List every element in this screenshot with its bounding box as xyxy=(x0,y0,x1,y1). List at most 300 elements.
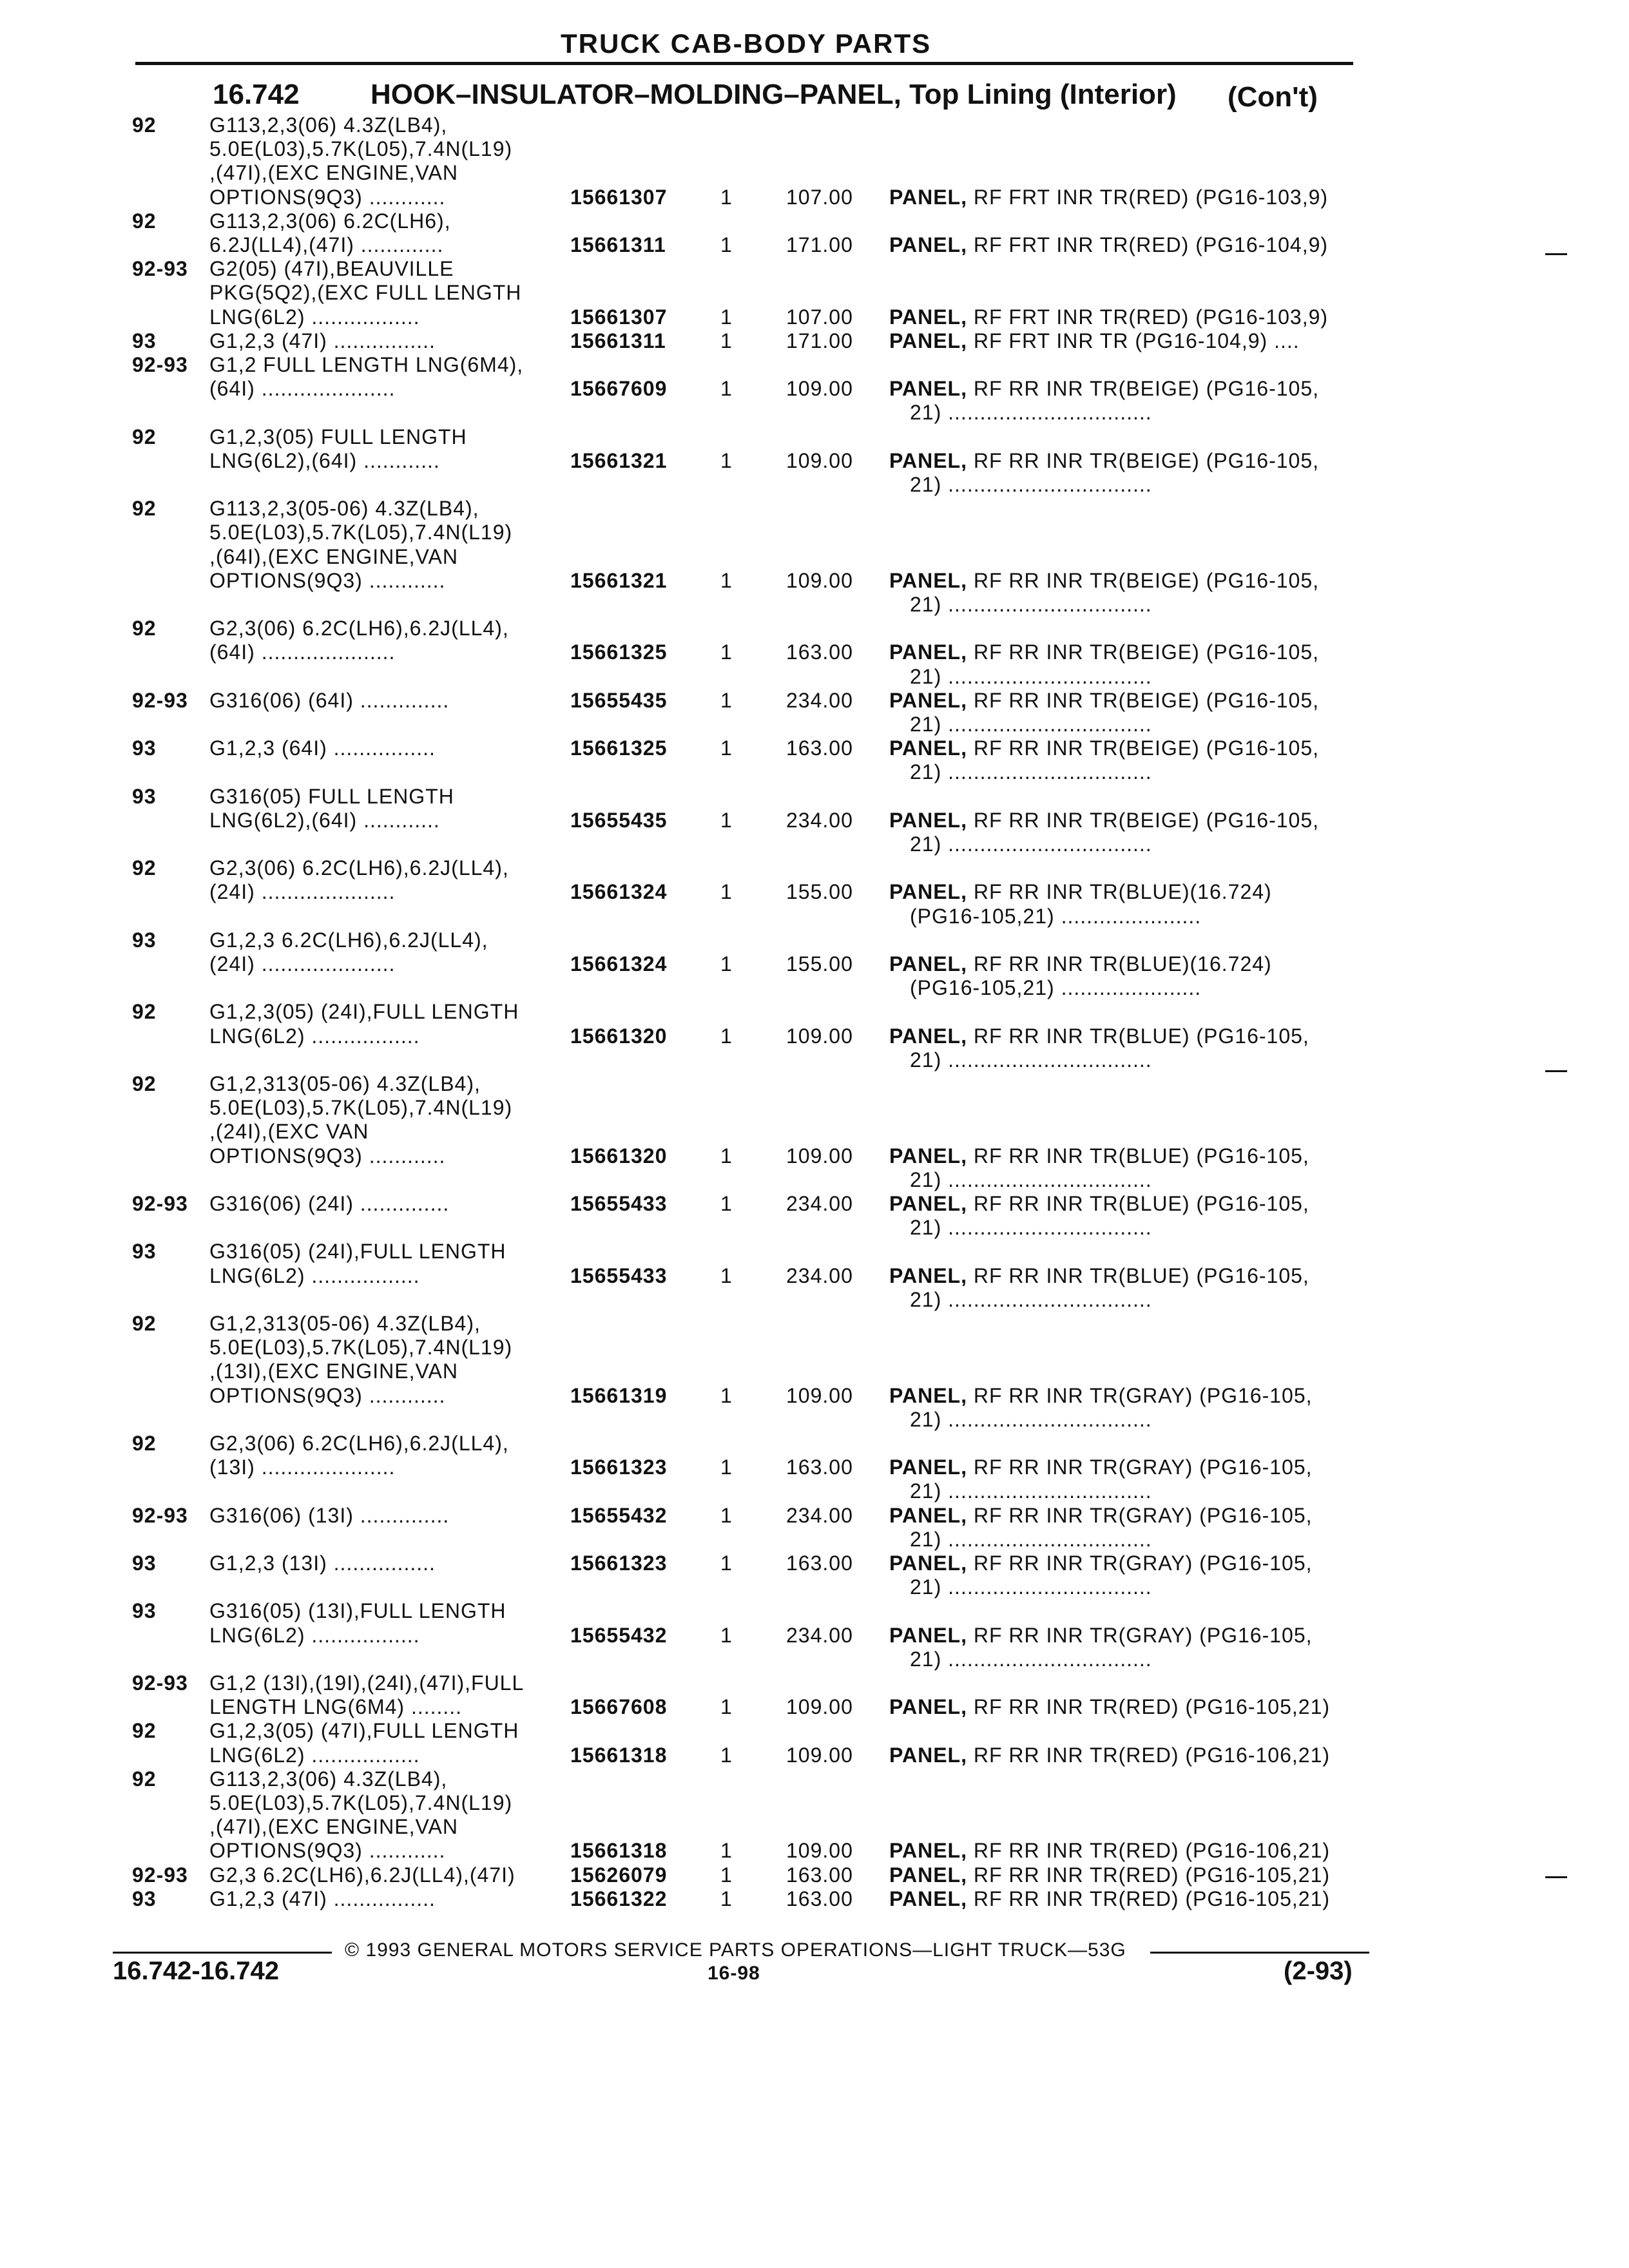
section-title: HOOK–INSULATOR–MOLDING–PANEL, Top Lining (Interior) xyxy=(371,79,1177,110)
parts-line xyxy=(0,569,1629,593)
parts-line xyxy=(0,1695,1629,1720)
line-description xyxy=(889,1863,1330,1887)
parts-line xyxy=(0,473,1629,497)
line-quantity: 1 xyxy=(720,1887,733,1910)
line-quantity: 1 xyxy=(720,880,733,903)
line-year: 93 xyxy=(132,1552,157,1575)
line-part-number: 15655435 xyxy=(570,689,668,712)
line-description xyxy=(889,952,1272,976)
parts-line xyxy=(0,497,1629,521)
line-description-text: 21) ................................ xyxy=(910,473,1152,496)
parts-line xyxy=(0,1288,1629,1312)
line-year: 93 xyxy=(132,928,157,952)
line-part-number: 15661323 xyxy=(570,1552,668,1575)
line-application: 5.0E(L03),5.7K(L05),7.4N(L19) xyxy=(209,1791,513,1814)
line-part-number: 15661325 xyxy=(570,640,668,664)
line-description-text: RF RR INR TR(BEIGE) (PG16-105, xyxy=(967,449,1320,472)
line-description-text: (PG16-105,21) ...................... xyxy=(910,905,1202,928)
parts-line xyxy=(0,521,1629,545)
parts-line xyxy=(0,1671,1629,1696)
line-application: G316(06) (64I) .............. xyxy=(209,689,450,712)
line-description-text: RF FRT INR TR(RED) (PG16-103,9) xyxy=(967,186,1329,209)
line-year: 93 xyxy=(132,1599,157,1622)
parts-line xyxy=(0,1192,1629,1216)
line-part-number: 15661320 xyxy=(570,1144,668,1168)
parts-line xyxy=(0,113,1629,138)
line-part-number: 15661311 xyxy=(570,233,666,256)
line-price: 155.00 xyxy=(786,880,853,903)
line-description-noun: PANEL, xyxy=(889,880,967,903)
parts-line xyxy=(0,736,1629,761)
line-application: G113,2,3(06) 4.3Z(LB4), xyxy=(209,1767,448,1791)
line-application: G113,2,3(06) 4.3Z(LB4), xyxy=(209,113,448,137)
line-description xyxy=(889,1695,1330,1719)
line-description-text: RF RR INR TR(RED) (PG16-105,21) xyxy=(967,1863,1331,1887)
line-quantity: 1 xyxy=(720,1863,733,1887)
line-price: 234.00 xyxy=(786,1192,853,1215)
line-part-number: 15655435 xyxy=(570,809,668,832)
line-quantity: 1 xyxy=(720,1552,733,1575)
line-application: G316(06) (13I) .............. xyxy=(209,1504,450,1527)
line-year: 93 xyxy=(132,329,157,352)
line-description-noun: PANEL, xyxy=(889,449,967,472)
line-description xyxy=(910,976,1201,1000)
line-part-number: 15661307 xyxy=(570,305,668,329)
line-description-noun: PANEL, xyxy=(889,1024,967,1048)
line-quantity: 1 xyxy=(720,1744,733,1767)
line-price: 163.00 xyxy=(786,1456,853,1479)
parts-line xyxy=(0,1648,1629,1672)
line-application: (24I) ..................... xyxy=(209,952,396,975)
footer-rule-left xyxy=(113,1952,332,1954)
section-number: 16.742 xyxy=(213,79,300,110)
line-application: G1,2,3(05) (47I),FULL LENGTH xyxy=(209,1719,519,1742)
line-description-text: RF RR INR TR(GRAY) (PG16-105, xyxy=(967,1504,1313,1527)
parts-line xyxy=(0,1456,1629,1480)
line-description-text: RF RR INR TR(BLUE) (PG16-105, xyxy=(967,1192,1309,1215)
line-application: G1,2,3 (64I) ................ xyxy=(209,736,436,760)
line-description-text: RF RR INR TR(RED) (PG16-105,21) xyxy=(967,1887,1331,1910)
parts-line xyxy=(0,1072,1629,1097)
parts-line xyxy=(0,1719,1629,1744)
line-description xyxy=(889,1192,1309,1216)
line-application: LNG(6L2) ................. xyxy=(209,1744,420,1767)
line-description-noun: PANEL, xyxy=(889,1264,967,1287)
line-description xyxy=(910,905,1201,928)
line-year: 92 xyxy=(132,1312,157,1335)
line-price: 109.00 xyxy=(786,1384,853,1407)
parts-line xyxy=(0,976,1629,1001)
parts-line xyxy=(0,785,1629,809)
line-description-text: 21) ................................ xyxy=(910,832,1152,856)
line-description-text: RF RR INR TR(RED) (PG16-105,21) xyxy=(967,1695,1331,1718)
line-quantity: 1 xyxy=(720,377,733,400)
line-price: 234.00 xyxy=(786,1264,853,1287)
line-application: 5.0E(L03),5.7K(L05),7.4N(L19) xyxy=(209,1096,513,1119)
line-description-noun: PANEL, xyxy=(889,305,967,329)
line-description xyxy=(910,760,1152,784)
line-year: 92-93 xyxy=(132,1671,188,1695)
line-application: G1,2,3(05) (24I),FULL LENGTH xyxy=(209,1000,519,1023)
header-rule xyxy=(135,62,1353,65)
margin-tick xyxy=(1545,253,1567,255)
line-description-text: RF RR INR TR(GRAY) (PG16-105, xyxy=(967,1624,1313,1647)
line-quantity: 1 xyxy=(720,329,733,352)
parts-line xyxy=(0,1575,1629,1600)
line-application: LNG(6L2) ................. xyxy=(209,1264,420,1287)
footer-copyright: © 1993 GENERAL MOTORS SERVICE PARTS OPERATIONS—LIGHT TRUCK—53G xyxy=(345,1939,1126,1961)
line-part-number: 15626079 xyxy=(570,1863,668,1887)
line-application: G1,2,3 (47I) ................ xyxy=(209,329,436,352)
line-description-text: 21) ................................ xyxy=(910,1528,1152,1551)
line-part-number: 15661307 xyxy=(570,186,668,209)
parts-line xyxy=(0,880,1629,905)
line-application: G2,3(06) 6.2C(LH6),6.2J(LL4), xyxy=(209,617,509,640)
line-quantity: 1 xyxy=(720,1839,733,1862)
line-part-number: 15661320 xyxy=(570,1024,668,1048)
line-application: G1,2,3 6.2C(LH6),6.2J(LL4), xyxy=(209,928,488,952)
line-year: 92-93 xyxy=(132,689,188,712)
line-application: (64I) ..................... xyxy=(209,640,396,664)
line-description-text: RF RR INR TR(BLUE) (PG16-105, xyxy=(967,1264,1309,1287)
line-application: G316(05) (13I),FULL LENGTH xyxy=(209,1599,506,1622)
line-application: G316(05) FULL LENGTH xyxy=(209,785,454,808)
line-price: 163.00 xyxy=(786,1863,853,1887)
line-price: 107.00 xyxy=(786,305,853,329)
line-application: G1,2,3 (13I) ................ xyxy=(209,1552,436,1575)
parts-line xyxy=(0,1216,1629,1240)
line-part-number: 15661324 xyxy=(570,880,668,903)
line-application: 5.0E(L03),5.7K(L05),7.4N(L19) xyxy=(209,137,513,160)
line-application: (13I) ..................... xyxy=(209,1456,396,1479)
parts-line xyxy=(0,545,1629,570)
line-description-text: 21) ................................ xyxy=(910,760,1152,783)
line-part-number: 15661322 xyxy=(570,1887,668,1910)
line-application: ,(64I),(EXC ENGINE,VAN xyxy=(209,545,458,568)
line-description-noun: PANEL, xyxy=(889,736,967,760)
parts-line xyxy=(0,856,1629,881)
parts-line xyxy=(0,1599,1629,1624)
line-description-text: 21) ................................ xyxy=(910,1575,1152,1599)
parts-line xyxy=(0,1528,1629,1552)
parts-line xyxy=(0,1767,1629,1792)
line-part-number: 15661325 xyxy=(570,736,668,760)
footer-rule-right xyxy=(1150,1952,1369,1954)
line-description-noun: PANEL, xyxy=(889,569,967,592)
line-year: 92-93 xyxy=(132,1863,188,1887)
line-description xyxy=(889,1264,1309,1288)
line-description xyxy=(910,713,1152,736)
line-application: OPTIONS(9Q3) ............ xyxy=(209,1839,446,1862)
line-price: 163.00 xyxy=(786,640,853,664)
line-application: LNG(6L2) ................. xyxy=(209,1024,420,1048)
line-description-noun: PANEL, xyxy=(889,186,967,209)
line-description xyxy=(889,880,1272,904)
parts-line xyxy=(0,401,1629,425)
parts-line xyxy=(0,1384,1629,1408)
line-application: LNG(6L2) ................. xyxy=(209,1624,420,1647)
line-part-number: 15661311 xyxy=(570,329,666,352)
line-description-noun: PANEL, xyxy=(889,1504,967,1527)
line-description-text: RF RR INR TR(BEIGE) (PG16-105, xyxy=(967,377,1320,400)
line-price: 234.00 xyxy=(786,689,853,712)
line-description-noun: PANEL, xyxy=(889,640,967,664)
parts-line xyxy=(0,1240,1629,1264)
line-description-noun: PANEL, xyxy=(889,1552,967,1575)
parts-line xyxy=(0,809,1629,833)
line-description-noun: PANEL, xyxy=(889,1695,967,1718)
line-year: 92 xyxy=(132,1072,157,1095)
line-description-text: RF RR INR TR(BEIGE) (PG16-105, xyxy=(967,569,1320,592)
line-description-text: RF RR INR TR(BLUE) (PG16-105, xyxy=(967,1024,1309,1048)
line-application: ,(47I),(EXC ENGINE,VAN xyxy=(209,161,458,184)
line-description xyxy=(889,1839,1330,1863)
parts-line xyxy=(0,137,1629,162)
parts-line xyxy=(0,161,1629,186)
footer-date: (2-93) xyxy=(1284,1957,1353,1985)
parts-line xyxy=(0,1624,1629,1648)
line-description-text: RF FRT INR TR(RED) (PG16-103,9) xyxy=(967,305,1329,329)
line-description xyxy=(889,1624,1313,1648)
parts-line xyxy=(0,689,1629,713)
line-description-noun: PANEL, xyxy=(889,1456,967,1479)
line-description-noun: PANEL, xyxy=(889,809,967,832)
parts-line xyxy=(0,1024,1629,1049)
line-description xyxy=(889,1887,1330,1911)
line-quantity: 1 xyxy=(720,1504,733,1527)
line-quantity: 1 xyxy=(720,689,733,712)
line-application: (24I) ..................... xyxy=(209,880,396,903)
line-description xyxy=(889,377,1319,401)
line-part-number: 15661318 xyxy=(570,1839,668,1862)
line-description-text: RF FRT INR TR(RED) (PG16-104,9) xyxy=(967,233,1329,256)
margin-tick xyxy=(1545,1070,1567,1072)
line-description-text: 21) ................................ xyxy=(910,1479,1152,1503)
line-year: 92 xyxy=(132,1767,157,1791)
line-price: 109.00 xyxy=(786,1024,853,1048)
line-quantity: 1 xyxy=(720,640,733,664)
line-description xyxy=(910,401,1152,425)
line-application: G1,2,3 (47I) ................ xyxy=(209,1887,436,1910)
line-description xyxy=(889,233,1328,257)
line-description-text: (PG16-105,21) ...................... xyxy=(910,976,1202,999)
parts-line xyxy=(0,329,1629,354)
line-quantity: 1 xyxy=(720,186,733,209)
line-year: 93 xyxy=(132,1240,157,1263)
line-part-number: 15655432 xyxy=(570,1624,668,1647)
line-year: 93 xyxy=(132,736,157,760)
parts-line xyxy=(0,928,1629,953)
line-price: 109.00 xyxy=(786,1744,853,1767)
line-description-text: RF RR INR TR(BEIGE) (PG16-105, xyxy=(967,689,1320,712)
line-description xyxy=(889,329,1300,353)
parts-line xyxy=(0,1744,1629,1768)
parts-line xyxy=(0,832,1629,857)
parts-line xyxy=(0,905,1629,929)
margin-tick xyxy=(1545,1876,1567,1878)
line-year: 92 xyxy=(132,425,157,448)
line-description xyxy=(889,1024,1309,1048)
line-price: 234.00 xyxy=(786,1504,853,1527)
line-description-text: RF RR INR TR(RED) (PG16-106,21) xyxy=(967,1839,1331,1862)
line-description-text: RF RR INR TR(GRAY) (PG16-105, xyxy=(967,1456,1313,1479)
page-header-title: TRUCK CAB-BODY PARTS xyxy=(561,28,932,59)
line-description-text: RF RR INR TR(BEIGE) (PG16-105, xyxy=(967,809,1320,832)
line-description-text: RF RR INR TR(RED) (PG16-106,21) xyxy=(967,1744,1331,1767)
section-continued: (Con't) xyxy=(1228,81,1318,113)
line-part-number: 15667608 xyxy=(570,1695,668,1718)
line-quantity: 1 xyxy=(720,1144,733,1168)
line-description xyxy=(889,640,1319,664)
parts-line xyxy=(0,353,1629,378)
line-description xyxy=(910,1528,1152,1552)
line-description-noun: PANEL, xyxy=(889,1144,967,1168)
line-year: 92 xyxy=(132,1719,157,1742)
line-application: G1,2,313(05-06) 4.3Z(LB4), xyxy=(209,1072,481,1095)
line-quantity: 1 xyxy=(720,449,733,472)
line-description xyxy=(889,809,1319,832)
parts-line xyxy=(0,1120,1629,1144)
line-price: 155.00 xyxy=(786,952,853,975)
line-description-noun: PANEL, xyxy=(889,233,967,256)
line-description-text: RF FRT INR TR (PG16-104,9) .... xyxy=(967,329,1300,352)
line-price: 109.00 xyxy=(786,569,853,592)
parts-line xyxy=(0,1791,1629,1816)
line-application: 5.0E(L03),5.7K(L05),7.4N(L19) xyxy=(209,521,513,544)
line-description-noun: PANEL, xyxy=(889,1384,967,1407)
line-description xyxy=(889,569,1319,593)
line-description xyxy=(889,1744,1330,1767)
line-quantity: 1 xyxy=(720,809,733,832)
line-application: ,(24I),(EXC VAN xyxy=(209,1120,369,1143)
line-description-text: RF RR INR TR(GRAY) (PG16-105, xyxy=(967,1384,1313,1407)
line-description-noun: PANEL, xyxy=(889,1863,967,1887)
line-description-noun: PANEL, xyxy=(889,1624,967,1647)
line-part-number: 15661318 xyxy=(570,1744,668,1767)
line-part-number: 15661319 xyxy=(570,1384,668,1407)
line-application: G1,2 FULL LENGTH LNG(6M4), xyxy=(209,353,524,376)
line-year: 92 xyxy=(132,617,157,640)
line-description-text: 21) ................................ xyxy=(910,713,1152,736)
parts-line xyxy=(0,305,1629,330)
parts-line xyxy=(0,1360,1629,1384)
line-description-noun: PANEL, xyxy=(889,1839,967,1862)
line-application: G1,2,313(05-06) 4.3Z(LB4), xyxy=(209,1312,481,1335)
line-year: 93 xyxy=(132,1887,157,1910)
line-description-noun: PANEL, xyxy=(889,329,967,352)
line-application: OPTIONS(9Q3) ............ xyxy=(209,1144,446,1168)
line-part-number: 15655432 xyxy=(570,1504,668,1527)
line-description-text: 21) ................................ xyxy=(910,1648,1152,1671)
line-application: (64I) ..................... xyxy=(209,377,396,400)
line-description xyxy=(889,689,1319,713)
line-price: 163.00 xyxy=(786,1552,853,1575)
line-description-text: 21) ................................ xyxy=(910,1288,1152,1311)
parts-line xyxy=(0,1264,1629,1289)
line-year: 92 xyxy=(132,209,157,233)
line-quantity: 1 xyxy=(720,1024,733,1048)
line-application: G316(05) (24I),FULL LENGTH xyxy=(209,1240,506,1263)
line-part-number: 15661323 xyxy=(570,1456,668,1479)
line-description-text: RF RR INR TR(BEIGE) (PG16-105, xyxy=(967,736,1320,760)
parts-line xyxy=(0,593,1629,617)
line-description-text: RF RR INR TR(BLUE)(16.724) xyxy=(967,880,1272,903)
footer-section-range: 16.742-16.742 xyxy=(113,1957,280,1985)
parts-line xyxy=(0,1887,1629,1912)
line-price: 109.00 xyxy=(786,1839,853,1862)
line-description xyxy=(910,1216,1152,1240)
line-quantity: 1 xyxy=(720,1384,733,1407)
line-price: 109.00 xyxy=(786,449,853,472)
line-description xyxy=(910,1648,1152,1671)
line-description-text: RF RR INR TR(BEIGE) (PG16-105, xyxy=(967,640,1320,664)
line-description xyxy=(910,665,1152,689)
line-description-text: 21) ................................ xyxy=(910,1048,1152,1072)
line-application: G1,2,3(05) FULL LENGTH xyxy=(209,425,467,448)
line-description xyxy=(910,1408,1152,1432)
parts-line xyxy=(0,1312,1629,1336)
line-application: 5.0E(L03),5.7K(L05),7.4N(L19) xyxy=(209,1336,513,1359)
parts-line xyxy=(0,233,1629,258)
line-description-noun: PANEL, xyxy=(889,1744,967,1767)
line-quantity: 1 xyxy=(720,952,733,975)
parts-line xyxy=(0,186,1629,210)
line-description-text: 21) ................................ xyxy=(910,1168,1152,1191)
line-application: PKG(5Q2),(EXC FULL LENGTH xyxy=(209,281,522,304)
line-application: OPTIONS(9Q3) ............ xyxy=(209,1384,446,1407)
line-description xyxy=(910,473,1152,497)
parts-line xyxy=(0,1863,1629,1888)
line-part-number: 15661321 xyxy=(570,449,668,472)
line-year: 92-93 xyxy=(132,1192,188,1215)
line-description-text: RF RR INR TR(BLUE) (PG16-105, xyxy=(967,1144,1309,1168)
line-description xyxy=(889,305,1328,329)
parts-line xyxy=(0,640,1629,665)
line-description xyxy=(910,593,1152,617)
line-year: 92 xyxy=(132,113,157,137)
line-quantity: 1 xyxy=(720,569,733,592)
parts-line xyxy=(0,281,1629,305)
line-description xyxy=(889,736,1319,760)
line-application: G2,3(06) 6.2C(LH6),6.2J(LL4), xyxy=(209,1432,509,1455)
line-description xyxy=(889,1552,1313,1575)
line-price: 171.00 xyxy=(786,329,853,352)
parts-line xyxy=(0,1000,1629,1024)
line-description-text: 21) ................................ xyxy=(910,401,1152,424)
line-price: 163.00 xyxy=(786,736,853,760)
line-part-number: 15655433 xyxy=(570,1192,668,1215)
line-description-noun: PANEL, xyxy=(889,1887,967,1910)
line-application: G2(05) (47I),BEAUVILLE xyxy=(209,257,454,280)
line-quantity: 1 xyxy=(720,233,733,256)
footer-page-number: 16-98 xyxy=(708,1963,760,1984)
line-quantity: 1 xyxy=(720,1624,733,1647)
line-application: LENGTH LNG(6M4) ........ xyxy=(209,1695,463,1718)
line-application: G113,2,3(05-06) 4.3Z(LB4), xyxy=(209,497,479,520)
line-year: 93 xyxy=(132,785,157,808)
line-application: LNG(6L2),(64I) ............ xyxy=(209,809,440,832)
line-part-number: 15661321 xyxy=(570,569,668,592)
line-year: 92-93 xyxy=(132,257,188,280)
parts-line xyxy=(0,1504,1629,1528)
line-description-noun: PANEL, xyxy=(889,952,967,975)
line-application: ,(47I),(EXC ENGINE,VAN xyxy=(209,1815,458,1838)
line-price: 107.00 xyxy=(786,186,853,209)
parts-line xyxy=(0,1552,1629,1576)
line-application: G2,3(06) 6.2C(LH6),6.2J(LL4), xyxy=(209,856,509,879)
line-description-text: 21) ................................ xyxy=(910,1408,1152,1431)
line-description-noun: PANEL, xyxy=(889,689,967,712)
